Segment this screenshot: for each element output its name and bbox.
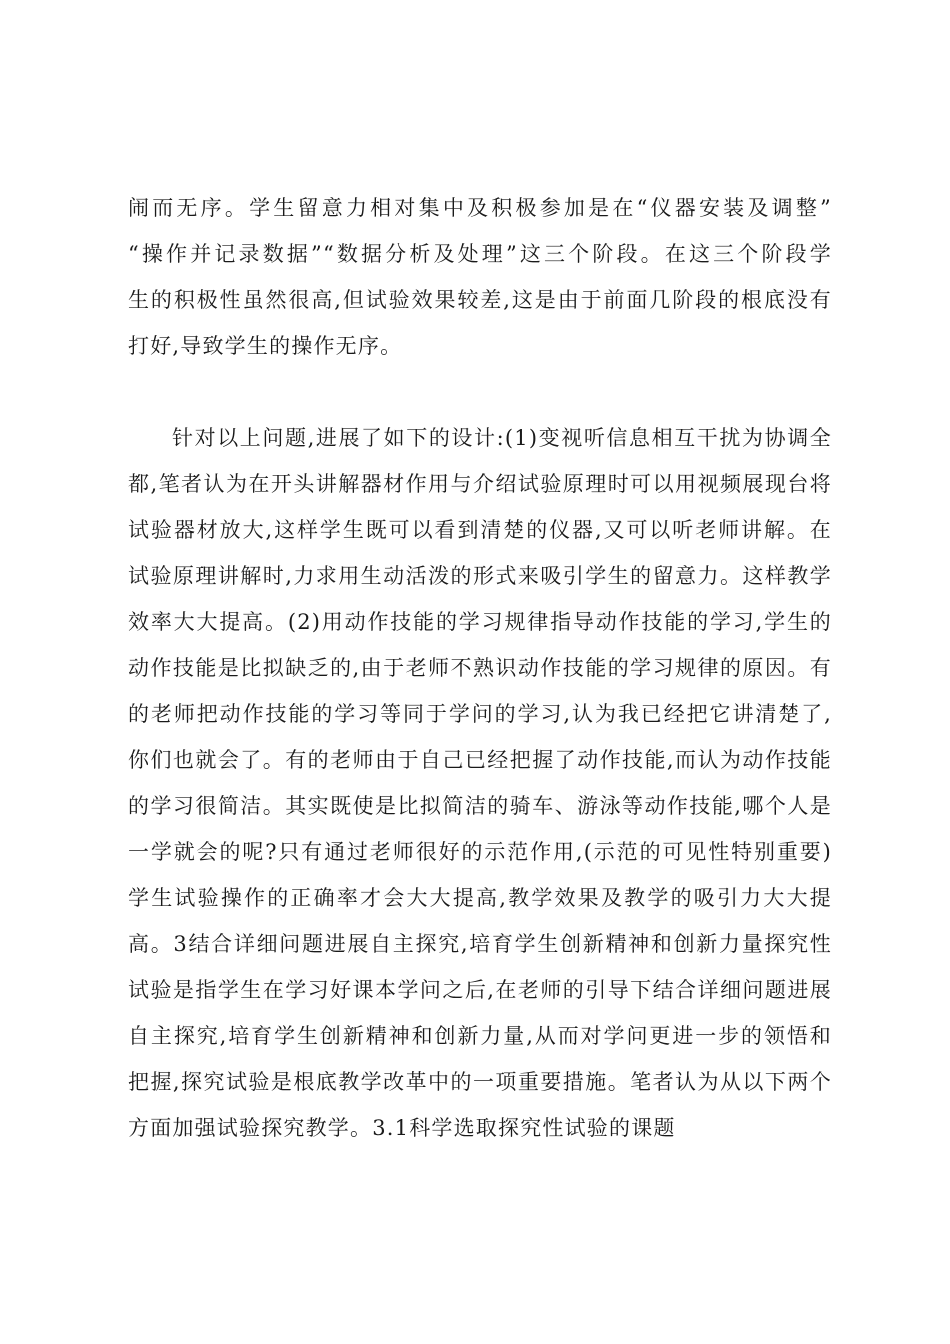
paragraph-2-line-7: 的老师把动作技能的学习等同于学问的学习,认为我已经把它讲清楚了, xyxy=(128,702,832,726)
paragraph-2-line-16: 方面加强试验探究教学。3.1科学选取探究性试验的课题 xyxy=(128,1116,676,1140)
paragraph-2-line-10: 一学就会的呢?只有通过老师很好的示范作用,(示范的可见性特别重要) xyxy=(128,840,832,864)
paragraph-2-line-9: 的学习很简洁。其实既使是比拟简洁的骑车、游泳等动作技能,哪个人是 xyxy=(128,794,832,818)
paragraph-2-line-13: 试验是指学生在学习好课本学问之后,在老师的引导下结合详细问题进展 xyxy=(128,978,832,1002)
paragraph-2-line-1: 针对以上问题,进展了如下的设计:(1)变视听信息相互干扰为协调全 xyxy=(172,426,832,450)
paragraph-1-line-3: 生的积极性虽然很高,但试验效果较差,这是由于前面几阶段的根底没有 xyxy=(128,288,832,312)
paragraph-1 xyxy=(128,185,832,369)
paragraph-2-line-2: 都,笔者认为在开头讲解器材作用与介绍试验原理时可以用视频展现台将 xyxy=(128,472,832,496)
paragraph-2 xyxy=(128,415,832,1151)
paragraph-2-line-6: 动作技能是比拟缺乏的,由于老师不熟识动作技能的学习规律的原因。有 xyxy=(128,656,832,680)
paragraph-2-line-5: 效率大大提高。(2)用动作技能的学习规律指导动作技能的学习,学生的 xyxy=(128,610,832,634)
paragraph-1-line-4: 打好,导致学生的操作无序。 xyxy=(128,334,403,358)
paragraph-1-line-1: 闹而无序。学生留意力相对集中及积极参加是在“仪器安装及调整” xyxy=(128,196,832,220)
paragraph-2-line-3: 试验器材放大,这样学生既可以看到清楚的仪器,又可以听老师讲解。在 xyxy=(128,518,832,542)
paragraph-2-line-12: 高。3结合详细问题进展自主探究,培育学生创新精神和创新力量探究性 xyxy=(128,932,832,956)
paragraph-2-line-15: 把握,探究试验是根底教学改革中的一项重要措施。笔者认为从以下两个 xyxy=(128,1070,832,1094)
paragraph-2-line-14: 自主探究,培育学生创新精神和创新力量,从而对学问更进一步的领悟和 xyxy=(128,1024,832,1048)
paragraph-1-line-2: “操作并记录数据”“数据分析及处理”这三个阶段。在这三个阶段学 xyxy=(128,242,832,266)
paragraph-2-line-11: 学生试验操作的正确率才会大大提高,教学效果及教学的吸引力大大提 xyxy=(128,886,832,910)
paragraph-2-line-8: 你们也就会了。有的老师由于自己已经把握了动作技能,而认为动作技能 xyxy=(128,748,832,772)
paragraph-2-line-4: 试验原理讲解时,力求用生动活泼的形式来吸引学生的留意力。这样教学 xyxy=(128,564,832,588)
